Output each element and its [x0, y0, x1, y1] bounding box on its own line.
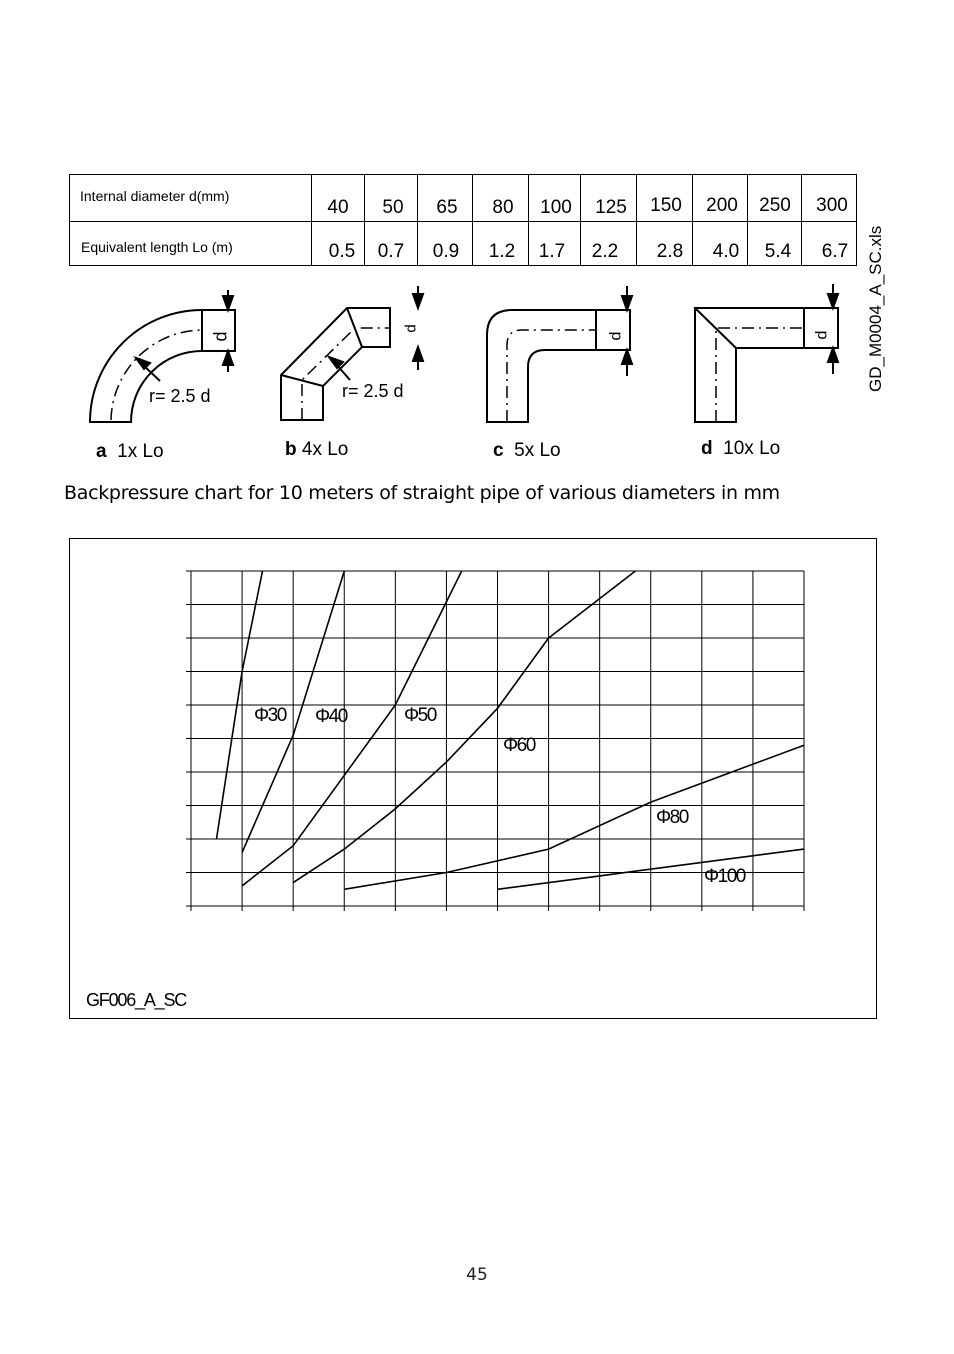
length-cell: 4.0: [712, 241, 740, 262]
length-cell: 2.2: [591, 241, 619, 262]
figure-letter: b: [285, 439, 297, 460]
figure-letter: c: [493, 440, 504, 461]
length-cell: 0.9: [432, 241, 460, 262]
diameter-cell: 125: [595, 197, 627, 218]
chart-code: GF006_A_SC: [86, 990, 187, 1010]
figure-caption-c: [493, 440, 561, 462]
elbow-figures: [0, 0, 954, 480]
length-cell: 5.4: [764, 241, 792, 262]
radius-label: r= 2.5 d: [149, 386, 211, 406]
length-cell: 2.8: [656, 241, 684, 262]
series-label-100: Φ100: [704, 866, 745, 887]
diameter-cell: 250: [759, 195, 791, 216]
diameter-row-label: Internal diameter d(mm): [80, 188, 230, 204]
diameter-cell: 100: [540, 197, 572, 218]
diameter-cell: 80: [492, 197, 514, 218]
dimension-d-label: d: [402, 324, 420, 333]
dimension-d-label: d: [210, 331, 231, 342]
backpressure-chart: [69, 538, 877, 1019]
series-label-80: Φ80: [656, 807, 688, 828]
length-cell: 1.7: [538, 241, 566, 262]
length-cell: 6.7: [821, 241, 849, 262]
elbow-d-drawing: [695, 284, 838, 422]
length-row-label: Equivalent length Lo (m): [81, 239, 233, 255]
file-reference: GD_M0004_A_SC.xls: [866, 225, 885, 392]
series-label-40: Φ40: [315, 706, 347, 727]
series-label-60: Φ60: [503, 735, 535, 756]
figure-letter: d: [701, 438, 713, 459]
diameter-cell: 40: [327, 197, 349, 218]
radius-label: r= 2.5 d: [342, 381, 404, 401]
dimension-d-label: d: [813, 330, 831, 340]
figure-text: 1x Lo: [117, 441, 164, 462]
dimension-d-label: d: [607, 331, 625, 341]
figure-text: 5x Lo: [514, 440, 561, 461]
figure-text: 10x Lo: [723, 438, 781, 459]
chart-heading: Backpressure chart for 10 meters of straight pipe of various diameters in mm: [64, 482, 780, 504]
figure-letter: a: [96, 441, 107, 462]
diameter-cell: 65: [436, 197, 458, 218]
length-cell: 0.7: [377, 241, 405, 262]
diameter-cell: 150: [650, 195, 682, 216]
figure-caption-b: [285, 439, 348, 461]
figure-text: 4x Lo: [301, 439, 349, 460]
diameter-cell: 300: [816, 195, 848, 216]
elbow-c-drawing: [487, 286, 632, 422]
series-label-50: Φ50: [404, 705, 436, 726]
figure-caption-a: [96, 441, 164, 463]
series-label-30: Φ30: [254, 705, 286, 726]
page-number: 45: [466, 1265, 488, 1285]
length-cell: 1.2: [488, 241, 516, 262]
length-cell: 0.5: [328, 241, 356, 262]
diameter-cell: 200: [706, 195, 738, 216]
figure-caption-d: [701, 438, 780, 460]
diameter-cell: 50: [382, 197, 404, 218]
